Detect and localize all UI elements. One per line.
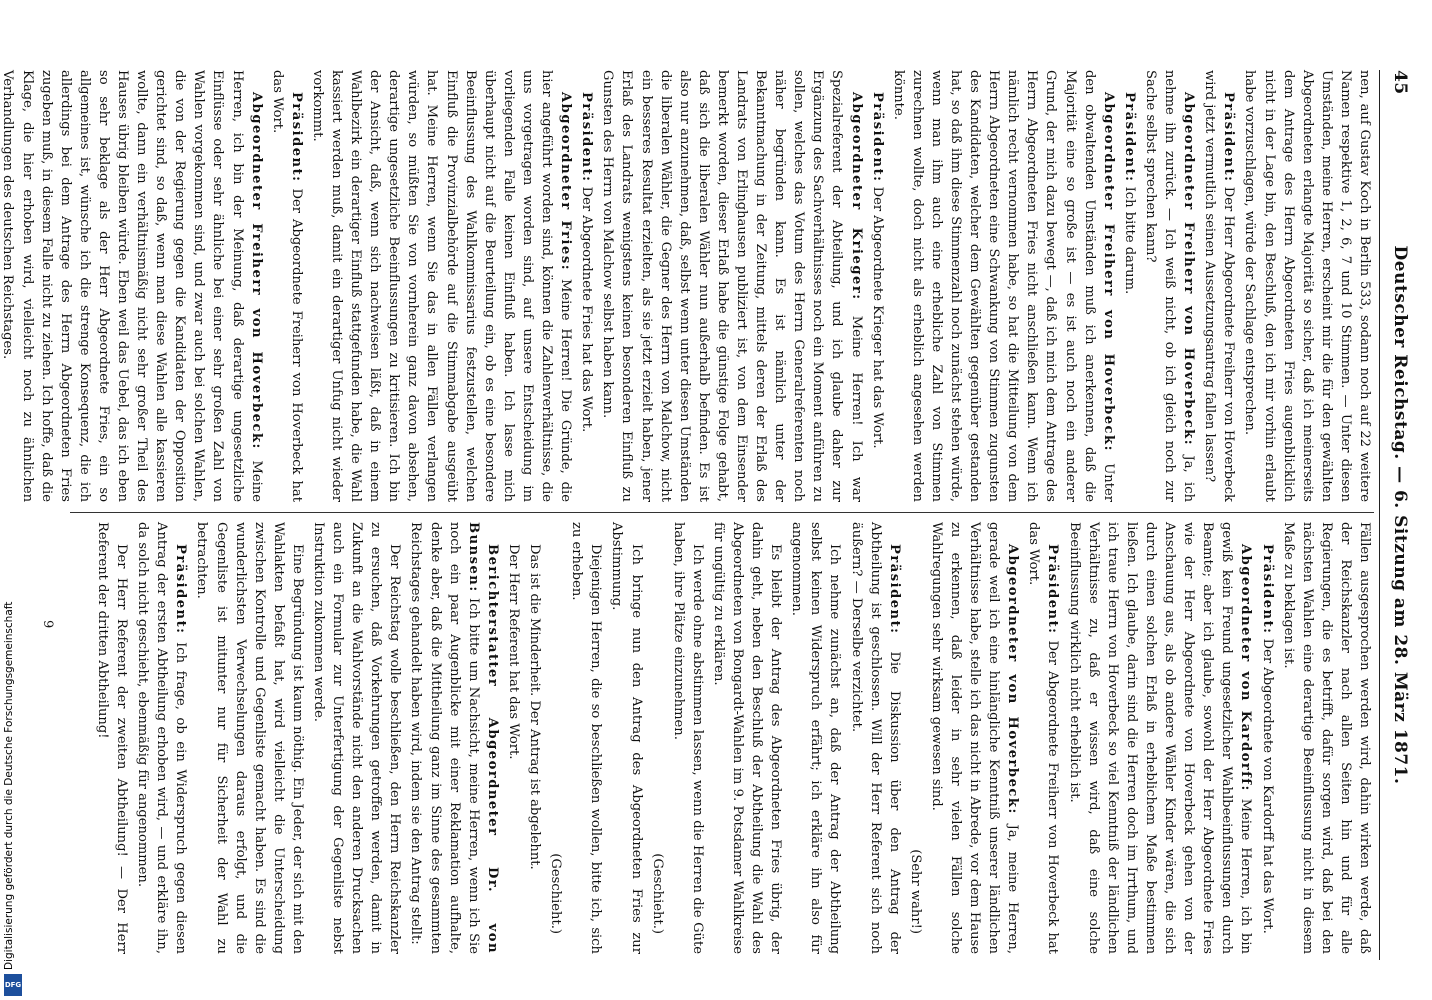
speaker-name: Präsident: [173,544,189,635]
paragraph [1279,522,1374,954]
paragraph [787,522,844,954]
speaker-name: Präsident: [869,92,885,183]
speaker-name: Präsident: [1221,92,1237,183]
page-header [1382,70,1410,960]
speaker-name: Berichterstatter Abgeordneter Dr. von Bunsen: [465,522,500,954]
stage-direction: (Geschieht.) [548,853,564,934]
paragraph-text: Ich werde ohne abstimmen lassen, wenn die Herren die Güte haben, ihre Plätze einzunehmen. [670,522,705,954]
paragraph-text: Der Abgeordnete Freiherr von Hoverbeck hat das Wort. [269,70,304,502]
left-column [0,70,1374,503]
speech-paragraph [268,70,306,502]
speaker-name: Abgeordneter von Hoverbeck: [1005,544,1021,815]
paragraph-text: Der Abgeordnete von Kardorff hat das Wort. [1259,634,1275,934]
paragraph-text: Der Herr Referent hat das Wort. [505,544,521,760]
speech-paragraph [133,522,190,954]
paragraph-text: Es bleibt der Antrag des Abgeordneten Fries übrig, der dahin geht, neben den Beschluß der Abtheilung die Wahl des Abgeordneten von Bongardt-Wahlen im 9. Potsdamer Wahlkreise für ungültig zu erklären. [710,522,784,954]
paragraph-text: Der Reichstag wolle beschließen, den Herrn Reichskanzler zu ersuchen, daß Vorkehrungen getroffen werden, damit in Zukunft an die Wahlvorstände nicht den anderen Drucksachen auch ein Formular zur Unterfertigung der Gegenliste nebst Instruktion zukommen werde. [311,522,403,954]
paragraph-text: Ich bitte um Nachsicht, meine Herren, wenn ich Sie noch ein paar Augenblicke mit einer Reklamation aufhalte, denke aber, daß die Mittheilung ganz im Sinne des gesammten Reichstages gehandelt haben wird, indem sie den Antrag stellt: [408,522,481,954]
paragraph-text: Die Diskussion über den Antrag der Abtheilung ist geschlossen. Will der Herr Referent sich noch äußern? — Derselbe verzichtet. [848,522,902,954]
speech-paragraph [889,70,1118,502]
paragraph [504,522,523,954]
paragraph-text: Der Abgeordnete Freiherr von Hoverbeck hat das Wort. [1026,522,1061,954]
paragraph-text: nen, auf Gustav Koch in Berlin 533, sodann noch auf 22 weitere Namen respektive 1, 2, 6, 7 und 10 Stimmen. — Unter diesen Umständen, meine Herren, erscheint mir die für den gewählten Abgeordneten erlangte Majorität so sicher, daß ich meinerseits dem Antrage des Herrn Abgeordneten Fries augenblicklich nicht in der Lage bin, den Beschluß, den ich mir vorhin erlaubt habe vorzuschlagen, würde der Sachlage entsprechen. [1242,70,1372,502]
speech-paragraph [868,70,887,502]
speech-paragraph [1024,522,1062,954]
paragraph [709,522,785,954]
paragraph-text: Ich nehme zunächst an, daß der Antrag der Abtheilung selbst keinen Widerspruch erfährt; ich erkläre ihn also für angenommen. [789,522,843,954]
paragraph-text: Der Herr Abgeordnete Freiherr von Hoverbeck wird jetzt vermutlich seinen Aussetzungsantrag fallen lassen? [1202,70,1237,502]
paragraph-text: Das ist die Minderheit. Der Antrag ist abgelehnt. [527,544,543,870]
speech-paragraph [406,522,501,954]
paragraph-text: Meine Herren, ich bin gewiß kein Freund ungesetzlicher Wahlbeeinflussungen durch Beamte; aber ich glaube, sowohl der Herr Abgeordnete Fries wie der Herr Abgeordnete von Hoverbeck gehen von der Anschauung aus, als ob andere Wähler Kinder wären, die sich durch einen solchen Erlaß in erheblichem Maße bestimmen ließen. Ich glaube, darin sind die Herren doch im Irrthum, und ich traue Herrn von Hoverbeck so viel Kenntniß der ländlichen Verhältnisse zu, daß er wissen wird, daß eine solche Beeinflussung wirklich nicht erheblich ist. [1066,522,1254,954]
paragraph-text: Ich frage, ob ein Widerspruch gegen diesen Antrag der ersten Abtheilung erhoben wird, — und erkläre ihn, da solch nicht geschieht, ebenmäßig für angenommen. [135,522,189,954]
speaker-name: Abgeordneter Fries: [558,92,574,272]
speaker-name: Präsident: [1259,544,1275,635]
speech-paragraph [1141,70,1198,502]
paragraph [192,522,307,954]
header-rule [1379,70,1380,960]
signature-mark: 9 [40,620,55,629]
paragraph [309,522,404,954]
digitization-note: Digitalisierung gefördert durch die Deutsche Forschungsgemeinschaft [3,601,15,970]
speech-paragraph [1065,522,1256,954]
paragraph-text: Unter den obwaltenden Umständen muß ich anerkennen, daß die Majorität eine so große ist — es ist auch noch ein anderer Grund, der mich dazu bewegt —, daß ich mich dem Antrage des Herrn Abgeordneten Fries nicht anschließen kann. Wenn ich nämlich recht vernommen habe, so hat die Mitteilung von dem Herrn Abgeordneten eine Schwankung von Stimmen zugunsten des Kandidaten, welcher dem Gewählten gegenüber gestanden hat, so daß ihm diese Stimmenzahl noch zunächst stehen würde, wenn man ihm auch eine erhebliche Zahl von Stimmen zurechnen wollte, doch nicht als erheblich angesehen werden könnte. [890,70,1116,502]
speaker-name: Abgeordneter von Kardorff: [1238,544,1254,792]
paragraph-text: Diejenigen Herren, die so beschließen wollen, bitte ich, sich zu erheben. [569,522,604,954]
speech-paragraph [927,522,1022,954]
paragraph-text: Ja, ich nehme ihn zurück. — Ich weiß nicht, ob ich gleich noch zur Sache selbst sprechen kann? [1142,70,1197,502]
paragraph-text: Ich bitte darum. [1121,182,1137,295]
paragraph-text: Eine Begründung ist kaum nöthig. Ein Jeder, der sich mit den Wahlakten befaßt hat, wird vielleicht die Unterscheidung zwischen Kontrolle und Gegenliste gemacht haben. Es sind die wunderlichsten Verwechselungen daraus erfolgt, und die Gegenliste ist mitunter nur für Sicherheit der Wahl zu betrachten. [194,522,305,954]
paragraph-text: Meine Herren, ich bin der Meinung, daß derartige ungesetzliche Einflüsse oder sehr ähnliche bei einer sehr großen Zahl von Wahlen vorgekommen sind, und zwar auch bei solchen Wahlen, die von der Regierung gegen die Kandidaten der Opposition gerichtet sind, so daß, wenn man diese Wahlen alle kassieren wollte, dann ein verhältnismäßig nicht sehr großer Theil des Hauses übrig bleiben würde. Eben weil das Uebel, das ich eben so sehr beklage als der Herr Abgeordnete Fries, ein so allgemeines ist, wünsche ich die strenge Konsequenz, die ich allerdings bei dem Antrage des Herrn Abgeordneten Fries zugeben muß, in diesem Falle nicht zu ziehen. Ich hoffe, daß die Klage, die hier erhoben wird, vielleicht noch zu ähnlichen Verhandlungen des deutschen Reichstages. [0,70,264,503]
speech-paragraph [577,70,596,502]
speech-paragraph [0,70,266,502]
dfg-logo: DFG [4,974,22,996]
speech-paragraph [598,70,865,502]
speech-paragraph [1257,522,1276,954]
paragraph-text: Meine Herren! Ich war Spezialreferent der Abteilung, und ich glaube daher zur Ergänzung des Sachverhältnisses noch ein Moment anführen zu sollen, welches das Votum des Herrn Generalreferenten noch näher begründen kann. Es ist nämlich unter der Bekanntmachung in der Zeitung, mittels deren der Erlaß des Landrats von Erlinghausen publiziert ist, von dem Einsender bemerkt worden, dieser Erlaß habe die günstige Folge gehabt, daß sich die liberalen Wähler nun außerhalb befinden. Es ist also nur anzunehmen, daß, selbst wenn unter diesen Umständen die liberalen Wähler, die Gegner des Herrn von Malchow, nicht ein besseres Resultat erzielten, als sie jetzt erzielt haben, jener Erlaß des Landrats wenigstens keinen besonderen Einfluß zu Gunsten des Herrn von Malchow selbst haben kann. [600,70,864,503]
speaker-name: Präsident: [886,544,902,635]
speaker-name: Abgeordneter Freiherr von Hoverbeck: [1100,92,1116,452]
paragraph-text: Ja, meine Herren, gerade weil ich eine hinlängliche Kenntniß unserer ländlichen Verhältnisse habe, stelle ich das nicht in Abrede, vor dem Hause zu erkennen, daß leider in sehr vielen Fällen solche Wahlregungen sehr wirksam gewesen sind. [928,522,1021,954]
speech-paragraph [1120,70,1139,502]
speaker-name: Präsident: [579,92,595,183]
speaker-name: Abgeordneter Krieger: [848,92,864,301]
paragraph-text: Fällen ausgesprochen werden wird, dahin wirken werde, daß der Reichskanzler nach allen Seiten hin und für alle Regierungen, die es betrifft, dafür sorgen wird, daß bei den nächsten Wahlen eine derartige Beeinflussung nicht in diesem Maße zu beklagen ist. [1280,522,1372,954]
paragraph [669,522,707,954]
speaker-name: Präsident: [1045,544,1061,635]
right-column [70,522,1374,954]
column-divider [70,512,1374,513]
paragraph [93,522,131,954]
paragraph-text: Der Herr Referent der zweiten Abtheilung! — Der Herr Referent der dritten Abtheilung! [95,522,130,954]
paragraph [1240,70,1374,502]
paragraph [567,522,605,954]
speech-paragraph [308,70,575,502]
paragraph-text: Meine Herren! Die Gründe, die hier angeführt worden sind, können die Zahlenverhältnisse, die uns vorgetragen worden sind, auf unsere Entscheidung im vorliegenden Falle keinen Einfluß haben. Ich lasse mich überhaupt nicht auf die Beurteilung ein, ob es eine besondere Beeinflussung des Wahlkommissarius festzustellen, welchen Einfluß die Provinzialbehörde auf die Stimmabgabe ausgeübt hat. Meine Herren, wenn Sie das in allen Fällen verlangen würden, so müßten Sie von vornherein ganz davon absehen, derartige ungesetzliche Beeinflussungen zu kritisieren. Ich bin der Ansicht, daß, wenn sich nachweisen läßt, daß in einem Wahlbezirk ein derartiger Einfluß stattgefunden habe, die Wahl kassiert werden muß, damit ein derartiger Unfug nicht wieder vorkommt. [309,70,574,502]
stage-direction: (Geschieht.) [649,853,665,934]
paragraph [525,522,544,954]
paragraph-text: Der Abgeordnete Krieger hat das Wort. [869,182,885,449]
speaker-name: Präsident: [288,92,304,183]
speaker-name: Abgeordneter Freiherr von Hoverbeck: [1181,92,1197,447]
paragraph-text: Der Abgeordnete Fries hat das Wort. [579,182,595,433]
speaker-name: Präsident: [1121,92,1137,183]
speech-paragraph [1200,70,1238,502]
paragraph [607,522,645,954]
stage-direction: (Sehr wahr!) [907,849,923,934]
speech-paragraph [846,522,903,954]
page-title: Deutscher Reichstag. — 6. Sitzung am 28. März 1871. [1390,245,1410,785]
page-number: 45 [1390,70,1410,95]
speaker-name: Abgeordneter Freiherr von Hoverbeck: [248,92,264,450]
paragraph-text: Ich bringe nun den Antrag des Abgeordneten Fries zur Abstimmung. [609,522,644,954]
